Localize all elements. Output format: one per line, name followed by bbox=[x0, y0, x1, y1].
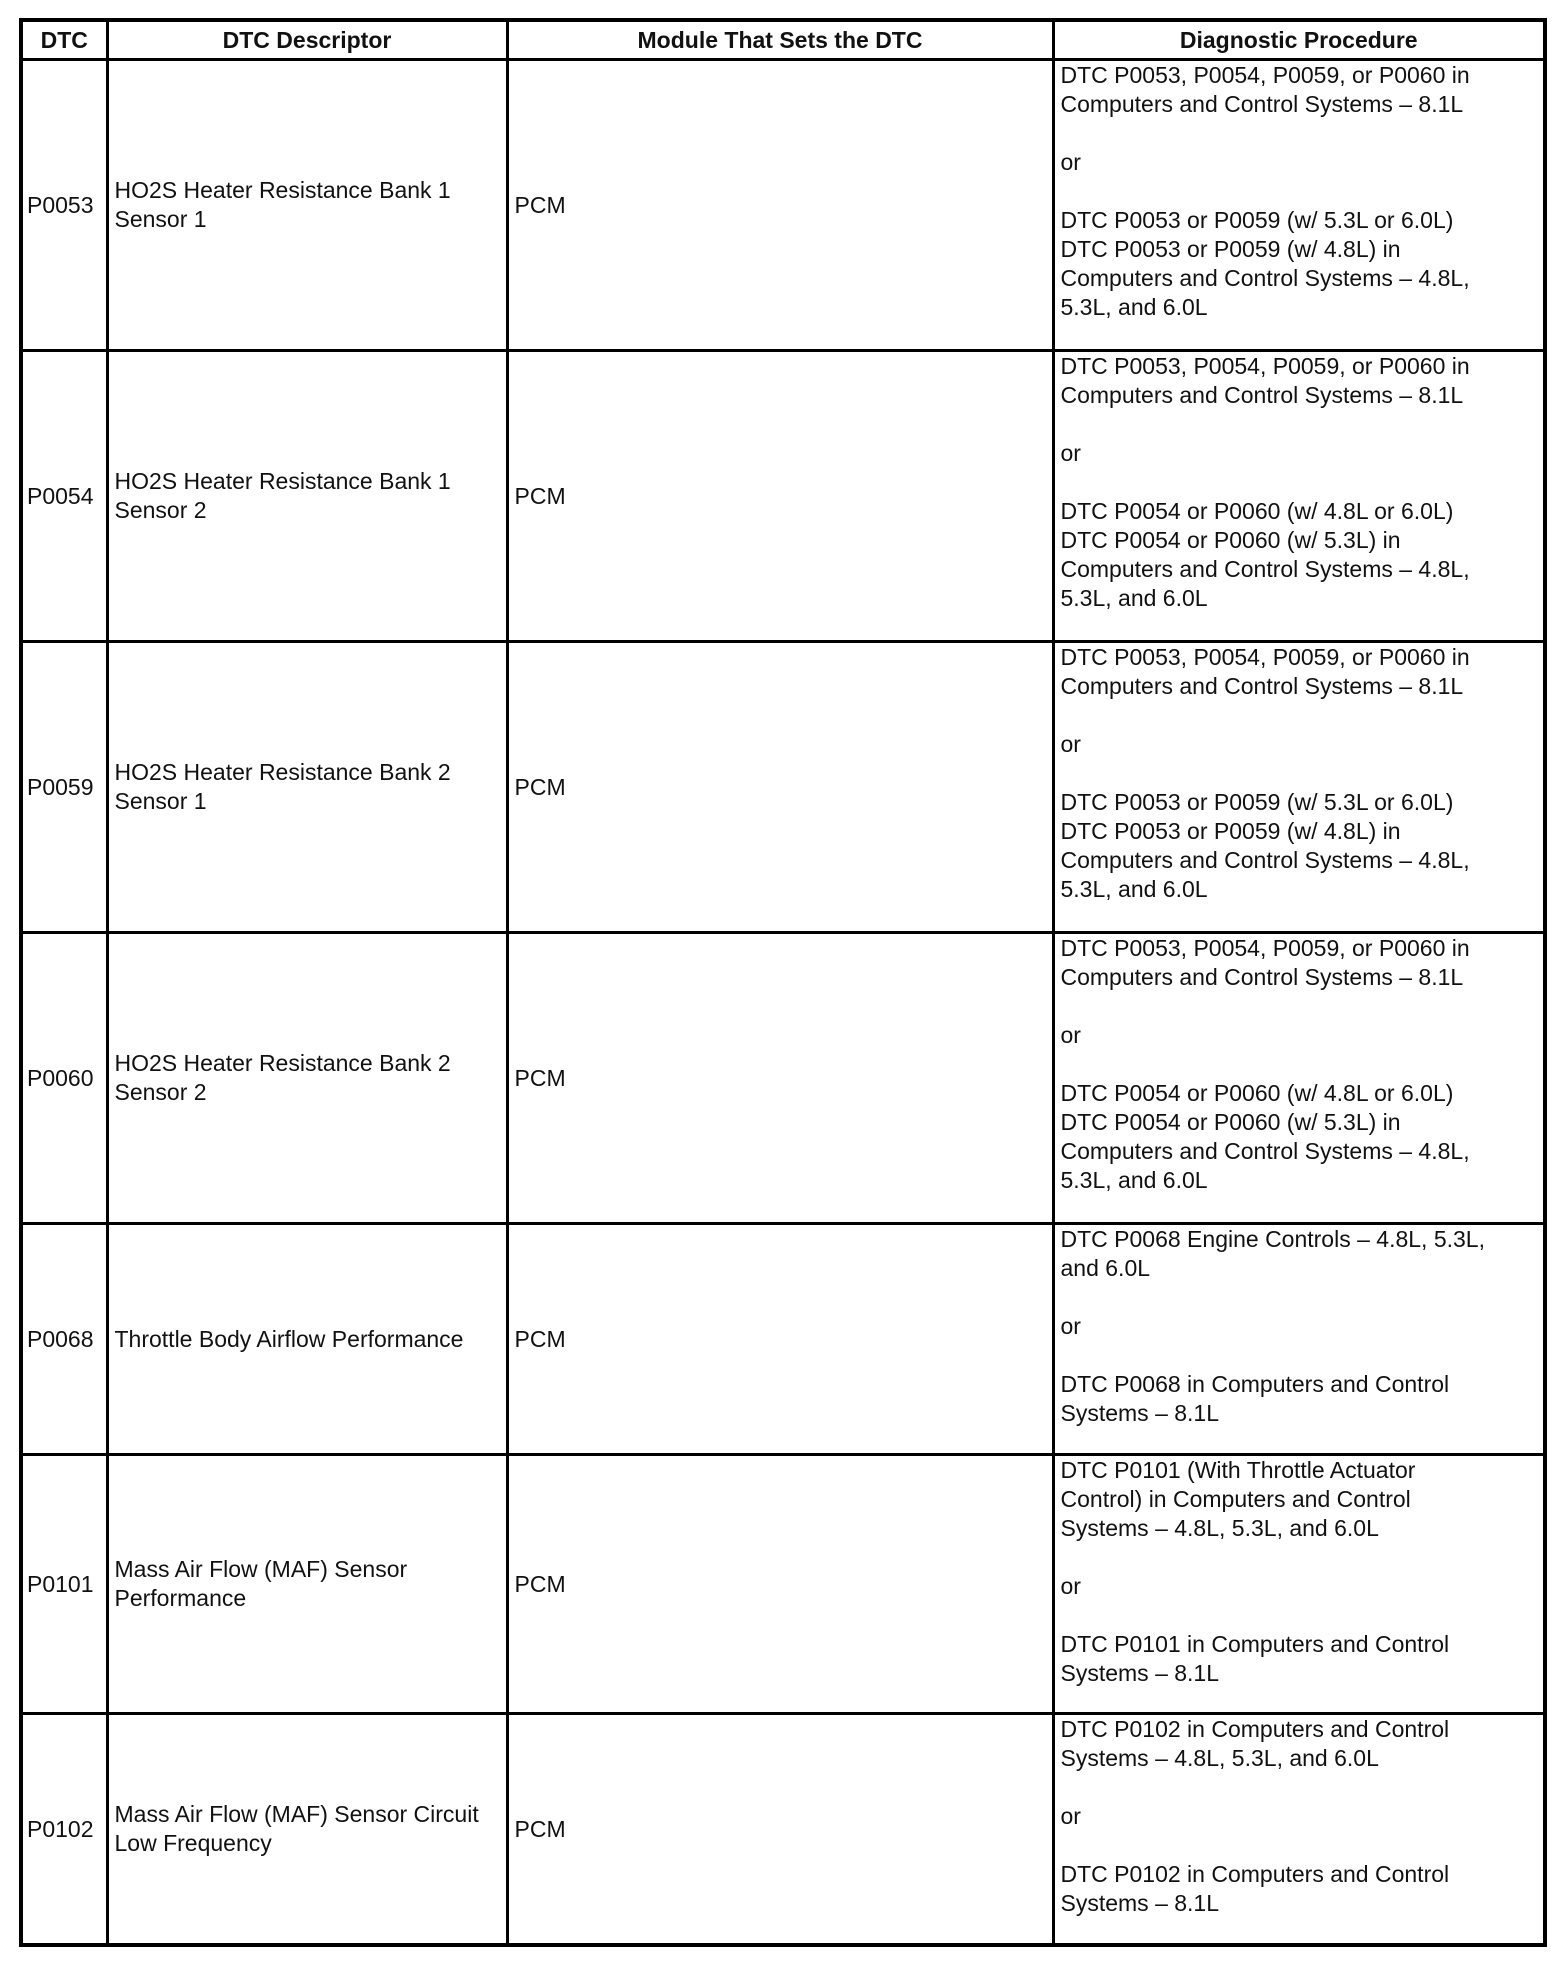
procedure-primary: DTC P0101 (With Throttle Actuator Control) in Computers and Control Systems – 4.8L, 5.3L, and 6.0L bbox=[1060, 1457, 1416, 1541]
table-row bbox=[21, 60, 1545, 351]
diagnostic-procedure bbox=[1053, 1224, 1545, 1455]
dtc-descriptor: Mass Air Flow (MAF) Sensor Circuit Low Frequency bbox=[107, 1714, 507, 1946]
dtc-code: P0102 bbox=[21, 1714, 107, 1946]
procedure-or: or bbox=[1060, 731, 1081, 757]
dtc-module: PCM bbox=[507, 642, 1053, 933]
procedure-primary: DTC P0068 Engine Controls – 4.8L, 5.3L, and 6.0L bbox=[1060, 1226, 1485, 1281]
dtc-table bbox=[19, 18, 1547, 1947]
spacer bbox=[1061, 410, 1538, 439]
table-row bbox=[21, 642, 1545, 933]
procedure-or: or bbox=[1060, 1803, 1081, 1829]
procedure-or: or bbox=[1060, 440, 1081, 466]
procedure-alternate: DTC P0068 in Computers and Control Systems – 8.1L bbox=[1060, 1371, 1450, 1426]
table-body bbox=[21, 60, 1545, 1946]
dtc-descriptor: HO2S Heater Resistance Bank 1 Sensor 1 bbox=[107, 60, 507, 351]
spacer bbox=[1061, 1543, 1538, 1572]
procedure-or: or bbox=[1060, 1313, 1081, 1339]
spacer bbox=[1061, 701, 1538, 730]
diagnostic-procedure bbox=[1053, 351, 1545, 642]
dtc-module: PCM bbox=[507, 1455, 1053, 1714]
dtc-descriptor: HO2S Heater Resistance Bank 2 Sensor 2 bbox=[107, 933, 507, 1224]
diagnostic-procedure bbox=[1053, 933, 1545, 1224]
procedure-or: or bbox=[1060, 1022, 1081, 1048]
procedure-primary: DTC P0053, P0054, P0059, or P0060 in Computers and Control Systems – 8.1L bbox=[1060, 353, 1470, 408]
dtc-module: PCM bbox=[507, 933, 1053, 1224]
diagnostic-procedure bbox=[1053, 1714, 1545, 1946]
header-dtc: DTC bbox=[21, 20, 107, 60]
dtc-code: P0060 bbox=[21, 933, 107, 1224]
procedure-alternate: DTC P0102 in Computers and Control Systems – 8.1L bbox=[1060, 1861, 1450, 1916]
diagnostic-procedure bbox=[1053, 642, 1545, 933]
spacer bbox=[1061, 1050, 1538, 1079]
procedure-alternate: DTC P0053 or P0059 (w/ 5.3L or 6.0L) DTC P0053 or P0059 (w/ 4.8L) in Computers and Control Systems – 4.8L, 5.3L, and 6.0L bbox=[1060, 789, 1470, 902]
spacer bbox=[1061, 1831, 1538, 1860]
dtc-code: P0101 bbox=[21, 1455, 107, 1714]
procedure-or: or bbox=[1060, 1573, 1081, 1599]
dtc-descriptor: Mass Air Flow (MAF) Sensor Performance bbox=[107, 1455, 507, 1714]
dtc-code: P0059 bbox=[21, 642, 107, 933]
dtc-code: P0053 bbox=[21, 60, 107, 351]
dtc-descriptor: HO2S Heater Resistance Bank 1 Sensor 2 bbox=[107, 351, 507, 642]
procedure-alternate: DTC P0053 or P0059 (w/ 5.3L or 6.0L) DTC P0053 or P0059 (w/ 4.8L) in Computers and Control Systems – 4.8L, 5.3L, and 6.0L bbox=[1060, 207, 1470, 320]
header-procedure: Diagnostic Procedure bbox=[1053, 20, 1545, 60]
dtc-code: P0068 bbox=[21, 1224, 107, 1455]
table-row bbox=[21, 351, 1545, 642]
spacer bbox=[1061, 177, 1538, 206]
spacer bbox=[1061, 119, 1538, 148]
dtc-descriptor: HO2S Heater Resistance Bank 2 Sensor 1 bbox=[107, 642, 507, 933]
procedure-primary: DTC P0102 in Computers and Control Systems – 4.8L, 5.3L, and 6.0L bbox=[1060, 1716, 1450, 1771]
header-module: Module That Sets the DTC bbox=[507, 20, 1053, 60]
spacer bbox=[1061, 1341, 1538, 1370]
dtc-descriptor: Throttle Body Airflow Performance bbox=[107, 1224, 507, 1455]
dtc-module: PCM bbox=[507, 1714, 1053, 1946]
procedure-alternate: DTC P0101 in Computers and Control Systems – 8.1L bbox=[1060, 1631, 1450, 1686]
spacer bbox=[1061, 1601, 1538, 1630]
spacer bbox=[1061, 992, 1538, 1021]
header-descriptor: DTC Descriptor bbox=[107, 20, 507, 60]
spacer bbox=[1061, 1773, 1538, 1802]
dtc-module: PCM bbox=[507, 60, 1053, 351]
procedure-or: or bbox=[1060, 149, 1081, 175]
procedure-primary: DTC P0053, P0054, P0059, or P0060 in Computers and Control Systems – 8.1L bbox=[1060, 644, 1470, 699]
header-row bbox=[21, 20, 1545, 60]
spacer bbox=[1061, 1283, 1538, 1312]
table-row bbox=[21, 933, 1545, 1224]
procedure-alternate: DTC P0054 or P0060 (w/ 4.8L or 6.0L) DTC P0054 or P0060 (w/ 5.3L) in Computers and Control Systems – 4.8L, 5.3L, and 6.0L bbox=[1060, 1080, 1470, 1193]
diagnostic-procedure bbox=[1053, 1455, 1545, 1714]
table-row bbox=[21, 1714, 1545, 1946]
dtc-code: P0054 bbox=[21, 351, 107, 642]
dtc-module: PCM bbox=[507, 351, 1053, 642]
spacer bbox=[1061, 759, 1538, 788]
procedure-alternate: DTC P0054 or P0060 (w/ 4.8L or 6.0L) DTC P0054 or P0060 (w/ 5.3L) in Computers and Control Systems – 4.8L, 5.3L, and 6.0L bbox=[1060, 498, 1470, 611]
diagnostic-procedure bbox=[1053, 60, 1545, 351]
table-row bbox=[21, 1455, 1545, 1714]
table-header bbox=[21, 20, 1545, 60]
spacer bbox=[1061, 468, 1538, 497]
procedure-primary: DTC P0053, P0054, P0059, or P0060 in Computers and Control Systems – 8.1L bbox=[1060, 935, 1470, 990]
procedure-primary: DTC P0053, P0054, P0059, or P0060 in Computers and Control Systems – 8.1L bbox=[1060, 62, 1470, 117]
table-row bbox=[21, 1224, 1545, 1455]
dtc-module: PCM bbox=[507, 1224, 1053, 1455]
